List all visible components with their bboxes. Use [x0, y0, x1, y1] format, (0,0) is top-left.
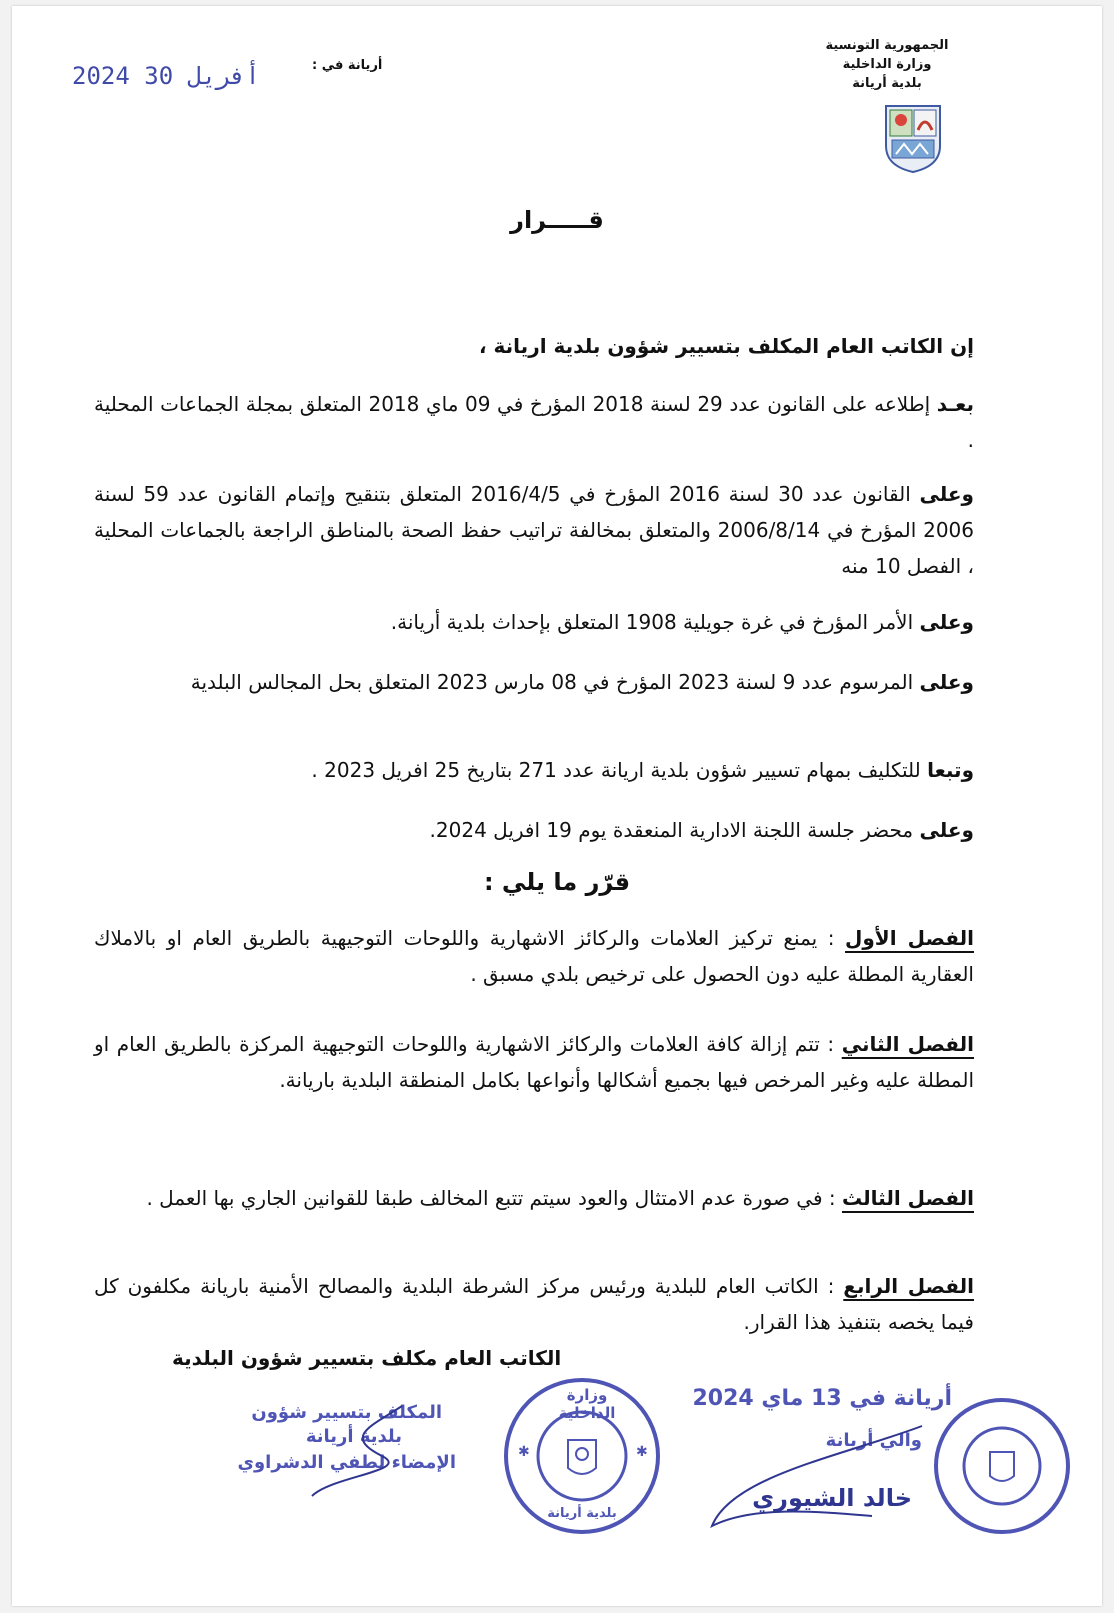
place-date-label: أريانة في : [312, 58, 383, 73]
ministry-line: وزارة الداخلية [842, 57, 932, 72]
preamble-text: القانون عدد 30 لسنة 2016 المؤرخ في 2016/4/5 المتعلق بتنقيح وإتمام القانون عدد 59 لسنة 2006 المؤرخ في 2006/8/14 والمتعلق بمخالفة تراتيب حفظ الصحة بالمناطق الراجعة بالجماعات المحلية ، الفصل 10 منه [94, 482, 975, 578]
republic-line: الجمهورية التونسية [825, 38, 949, 53]
round-seal [502, 1376, 662, 1536]
preamble-item [94, 664, 974, 700]
preamble-lead: وعلى [919, 610, 974, 634]
governor-stamp-date: أريانة في 13 ماي 2024 [692, 1386, 952, 1411]
municipality-line: بلدية أريانة [852, 76, 922, 91]
signer-stamp [212, 1396, 462, 1506]
article-label: الفصل الثاني [841, 1032, 974, 1056]
intro-line: إن الكاتب العام المكلف بتسيير شؤون بلدية اريانة ، [478, 334, 974, 358]
governorate-seal [932, 1396, 1072, 1536]
article-text: : الكاتب العام للبلدية ورئيس مركز الشرطة البلدية والمصالح الأمنية باريانة مكلفون كل فيما يخصه بتنفيذ هذا القرار. [94, 1274, 974, 1334]
article-label: الفصل الأول [845, 926, 974, 950]
decision-heading: قرّر ما يلي : [483, 868, 631, 896]
signer-stamp-line: المكلف بتسيير شؤون [251, 1402, 442, 1423]
article-text: : يمنع تركيز العلامات والركائز الاشهارية واللوحات التوجيهية بالطريق العام او بالاملاك العقارية المطلة عليه دون الحصول على ترخيص بلدي مسبق . [94, 926, 974, 986]
governorate-seal-icon [932, 1396, 1072, 1536]
issuer-header [782, 36, 992, 93]
article-text: : تتم إزالة كافة العلامات والركائز الاشهارية واللوحات التوجيهية المركزة بالطريق العام او المطلة عليه وغير المرخص فيها بجميع أشكالها وأنواعها بكامل المنطقة البلدية باريانة. [94, 1032, 974, 1092]
governor-stamp [692, 1356, 952, 1536]
preamble-text: الأمر المؤرخ في غرة جويلية 1908 المتعلق بإحداث بلدية أريانة. [390, 610, 920, 634]
preamble-lead: وتبعا [927, 758, 974, 782]
signer-stamp-line: بلدية أريانة [305, 1426, 402, 1447]
preamble-text: إطلاعه على القانون عدد 29 لسنة 2018 المؤرخ في 09 ماي 2018 المتعلق بمجلة الجماعات المحلية . [94, 392, 974, 452]
preamble-text: المرسوم عدد 9 لسنة 2023 المؤرخ في 08 مارس 2023 المتعلق بحل المجالس البلدية [190, 670, 920, 694]
preamble-lead: وعلى [919, 670, 974, 694]
signer-stamp-line: الإمضاء لطفي الدشراوي [237, 1452, 456, 1473]
article-3 [94, 1180, 974, 1216]
document-page [12, 6, 1102, 1606]
governor-signature-icon [692, 1416, 932, 1536]
preamble-item [94, 386, 974, 458]
preamble-lead: وعلى [919, 818, 974, 842]
preamble-item [94, 752, 974, 788]
article-label: الفصل الثالث [841, 1186, 974, 1210]
preamble-text: محضر جلسة اللجنة الادارية المنعقدة يوم 19 افريل 2024. [429, 818, 920, 842]
article-4 [94, 1268, 974, 1340]
handwritten-date: 2024 أفريل 30 [72, 62, 260, 90]
article-text: : في صورة عدم الامتثال والعود سيتم تتبع المخالف طبقا للقوانين الجاري بها العمل . [146, 1186, 836, 1210]
article-1 [94, 920, 974, 992]
governor-stamp-title: والي أريانة [825, 1430, 922, 1451]
preamble-item [94, 604, 974, 640]
preamble-lead: بعـد [936, 392, 974, 416]
document-title: قـــــرار [510, 206, 604, 234]
signature-scribble-icon [272, 1396, 432, 1506]
article-2 [94, 1026, 974, 1098]
svg-text:✱: ✱ [636, 1444, 648, 1460]
seal-bottom-text: بلدية أريانة [547, 1506, 617, 1521]
signature-title: الكاتب العام مكلف بتسيير شؤون البلدية [172, 1346, 562, 1370]
preamble-item [94, 476, 974, 584]
svg-text:✱: ✱ [518, 1444, 530, 1460]
governor-stamp-name: خالد الشيوري [752, 1484, 912, 1512]
preamble-lead: وعلى [919, 482, 974, 506]
preamble-text: للتكليف بمهام تسيير شؤون بلدية اريانة عدد 271 بتاريخ 25 افريل 2023 . [311, 758, 928, 782]
preamble-item [94, 812, 974, 848]
article-label: الفصل الرابع [843, 1274, 975, 1298]
seal-top-text: وزارة الداخلية [558, 1386, 616, 1422]
municipality-emblem-icon [882, 102, 944, 174]
